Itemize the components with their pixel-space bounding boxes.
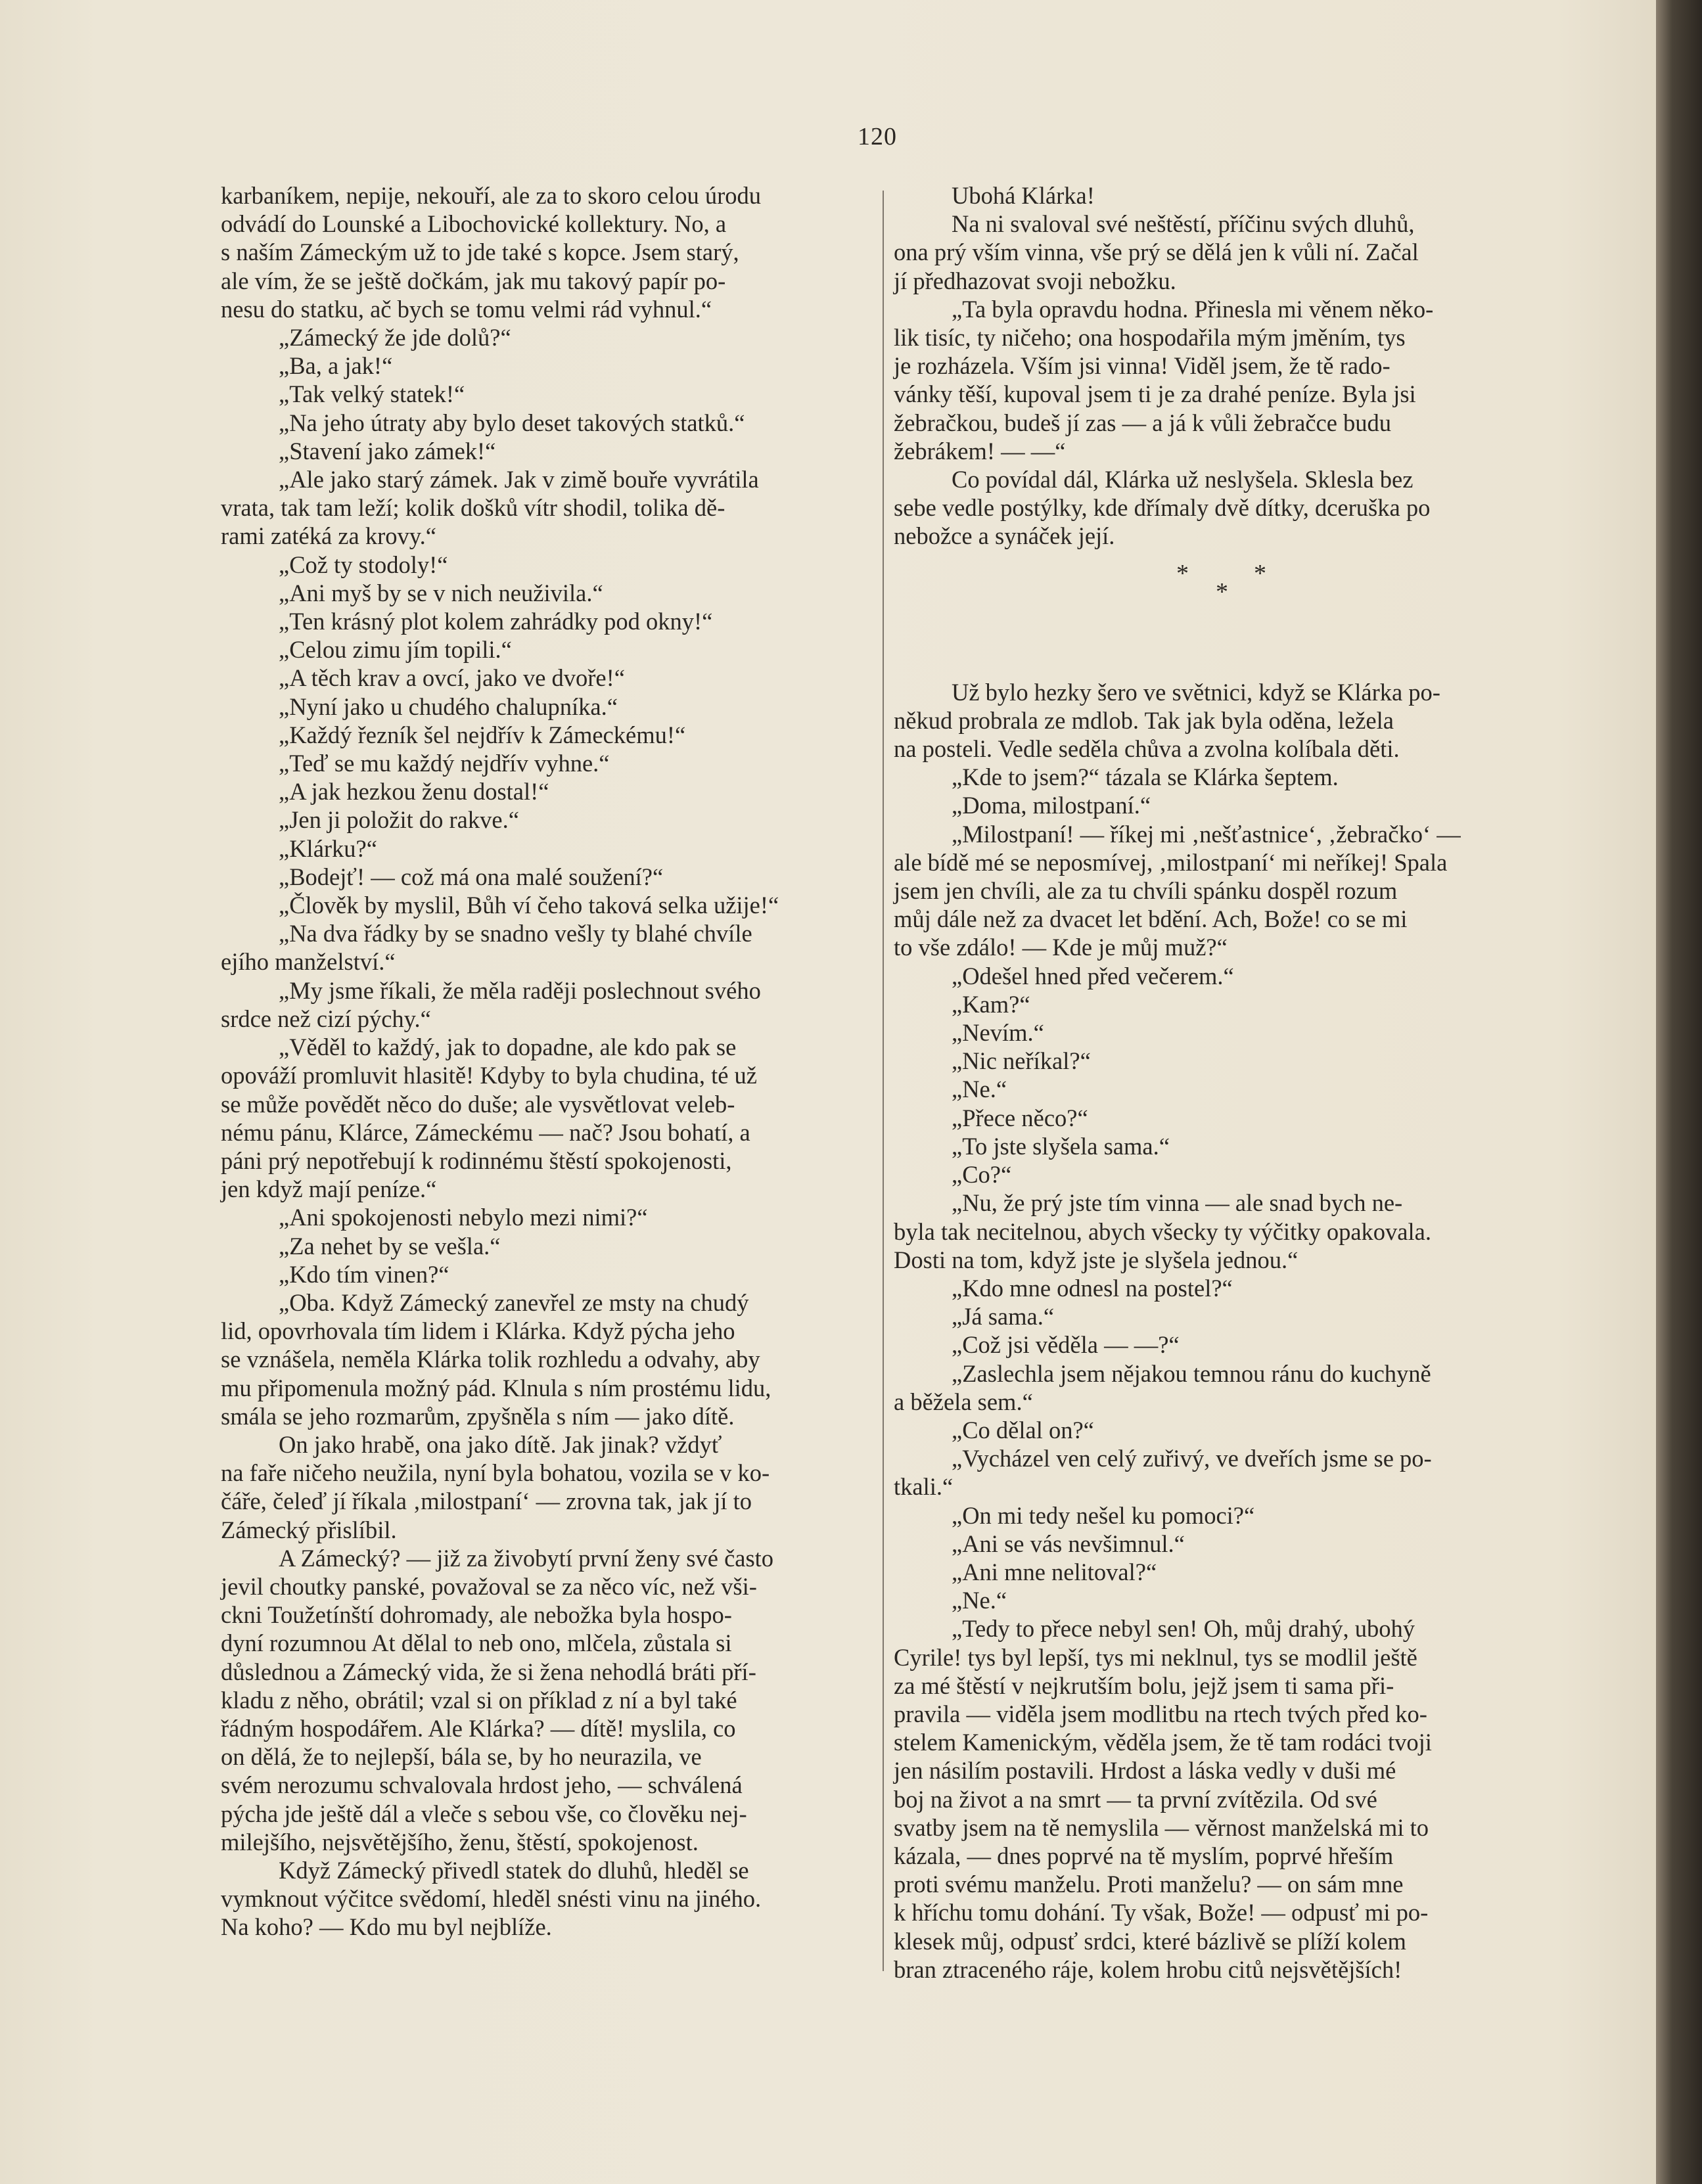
text-line: lik tisíc, ty ničeho; ona hospodařila mým jměním, tys: [894, 324, 1406, 352]
left-column: [221, 181, 885, 1942]
text-line: „Ani mne nelitoval?“: [952, 1558, 1157, 1585]
text-line: „To jste slyšela sama.“: [952, 1132, 1170, 1160]
text-line: ona prý vším vinna, vše prý se dělá jen k vůli ní. Začal: [894, 239, 1419, 266]
text-line: milejšího, nejsvětějšího, ženu, štěstí, spokojenost.: [221, 1828, 699, 1855]
text-line: pýcha jde ještě dál a vleče s sebou vše, co člověku nej-: [221, 1800, 747, 1827]
text-line: pravila — viděla jsem modlitbu na rtech tvých před ko-: [894, 1700, 1427, 1727]
text-line: páni prý nepotřebují k rodinnému štěstí spokojenosti,: [221, 1147, 732, 1174]
page-binding-edge: [1656, 0, 1702, 2184]
text-line: on dělá, že to nejlepší, bála se, by ho neurazila, ve: [221, 1743, 702, 1771]
text-line: stelem Kamenickým, věděla jsem, že tě tam rodáci tvoji: [894, 1729, 1432, 1756]
text-line: s naším Zámeckým už to jde také s kopce. Jsem starý,: [221, 239, 739, 266]
text-line: „Zaslechla jsem nějakou temnou ránu do kuchyně: [952, 1359, 1431, 1387]
text-line: „Bodejť! — což má ona malé soužení?“: [279, 863, 664, 890]
text-line: „Což jsi věděla — —?“: [952, 1331, 1180, 1359]
right-column-top-section: [894, 181, 1540, 551]
text-line: Když Zámecký přivedl statek do dluhů, hleděl se: [279, 1856, 749, 1884]
text-line: jen když mají peníze.“: [221, 1175, 437, 1203]
text-line: „Odešel hned před večerem.“: [952, 962, 1234, 990]
text-line: „Kdo mne odnesl na postel?“: [952, 1274, 1233, 1302]
text-line: „Nu, že prý jste tím vinna — ale snad bych ne-: [952, 1189, 1403, 1217]
text-line: „Co?“: [952, 1161, 1012, 1189]
text-line: „Ani myš by se v nich neuživila.“: [279, 579, 603, 606]
text-line: vrata, tak tam leží; kolik došků vítr shodil, tolika dě-: [221, 494, 725, 522]
text-line: srdce než cizí pýchy.“: [221, 1005, 431, 1032]
text-line: nesu do statku, ač bych se tomu velmi rád vyhnul.“: [221, 295, 712, 323]
section-separator: [894, 551, 1540, 622]
text-line: „Tedy to přece nebyl sen! Oh, můj drahý, ubohý: [952, 1615, 1415, 1643]
separator-star: *: [1254, 559, 1266, 587]
text-line: za mé štěstí v nejkrutším bolu, jejž jsem ti sama při-: [894, 1672, 1394, 1699]
text-line: smála se jeho rozmarům, zpyšněla s ním — jako dítě.: [221, 1402, 735, 1430]
text-line: „Milostpaní! — říkej mi ‚nešťastnice‘, ‚žebračko‘ —: [952, 820, 1461, 848]
text-line: „Nyní jako u chudého chalupníka.“: [279, 693, 618, 720]
text-line: sebe vedle postýlky, kde dřímaly dvě dítky, dceruška po: [894, 494, 1431, 522]
text-line: „Zámecký že jde dolů?“: [279, 324, 511, 352]
text-line: „Ani se vás nevšimnul.“: [952, 1530, 1185, 1557]
text-line: kázala, — dnes poprvé na tě myslím, poprvé hřeším: [894, 1842, 1394, 1869]
text-line: ale vím, že se ještě dočkám, jak mu takový papír po-: [221, 267, 726, 294]
text-line: důslednou a Zámecký vida, že si žena nehodlá bráti pří-: [221, 1658, 756, 1685]
text-line: někud probrala ze mdlob. Tak jak byla oděna, ležela: [894, 706, 1394, 734]
text-line: „Oba. Když Zámecký zanevřel ze msty na chudý: [279, 1288, 749, 1316]
separator-star: *: [1176, 559, 1189, 587]
text-line: „Ani spokojenosti nebylo mezi nimi?“: [279, 1204, 648, 1231]
text-line: vánky těší, kupoval jsem ti je za drahé peníze. Byla jsi: [894, 380, 1416, 408]
text-line: „Doma, milostpaní.“: [952, 792, 1151, 819]
text-line: „Každý řezník šel nejdřív k Zámeckému!“: [279, 721, 686, 748]
text-line: Už bylo hezky šero ve světnici, když se Klárka po-: [952, 678, 1440, 706]
text-line: „Člověk by myslil, Bůh ví čeho taková selka užije!“: [279, 892, 779, 919]
text-line: „On mi tedy nešel ku pomoci?“: [952, 1501, 1255, 1529]
text-line: „My jsme říkali, že měla raději poslechnout svého: [279, 976, 761, 1004]
text-line: tkali.“: [894, 1473, 954, 1501]
page-number: 120: [858, 123, 897, 150]
text-line: byla tak necitelnou, abych všecky ty výčitky opakovala.: [894, 1217, 1431, 1245]
text-line: na posteli. Vedle seděla chůva a zvolna kolíbala děti.: [894, 735, 1400, 763]
text-line: Na ni svaloval své neštěstí, příčinu svých dluhů,: [952, 210, 1415, 238]
text-line: „Na dva řádky by se snadno vešly ty blahé chvíle: [279, 920, 752, 947]
text-line: „Klárku?“: [279, 834, 377, 862]
text-line: „Za nehet by se vešla.“: [279, 1232, 501, 1260]
text-line: „Vycházel ven celý zuřivý, ve dveřích jsme se po-: [952, 1445, 1432, 1472]
text-line: „Ta byla opravdu hodna. Přinesla mi věnem něko-: [952, 295, 1434, 323]
text-line: svatby jsem na tě nemyslila — věrnost manželská mi to: [894, 1813, 1429, 1841]
text-line: „Kam?“: [952, 990, 1030, 1018]
text-line: „A těch krav a ovcí, jako ve dvoře!“: [279, 664, 625, 692]
text-line: jen násilím postavili. Hrdost a láska vedly v duši mé: [894, 1757, 1396, 1785]
column-divider: [883, 191, 884, 1971]
text-line: opováží promluvit hlasitě! Kdyby to byla chudina, té už: [221, 1062, 757, 1089]
text-line: bran ztraceného ráje, kolem hrobu citů nejsvětějších!: [894, 1955, 1402, 1983]
text-line: dyní rozumnou At dělal to neb ono, mlčela, zůstala si: [221, 1629, 732, 1657]
text-line: ejího manželství.“: [221, 948, 396, 976]
text-line: „Ten krásný plot kolem zahrádky pod okny!“: [279, 608, 713, 635]
text-line: „Teď se mu každý nejdřív vyhne.“: [279, 750, 610, 777]
text-line: lid, opovrhovala tím lidem i Klárka. Když pýcha jeho: [221, 1317, 735, 1345]
text-line: „Nic neříkal?“: [952, 1047, 1091, 1075]
text-line: čáře, čeleď jí říkala ‚milostpaní‘ — zrovna tak, jak jí to: [221, 1488, 752, 1515]
text-line: jí předhazovat svoji nebožku.: [894, 267, 1176, 294]
text-line: boj na život a na smrt — ta první zvítězila. Od své: [894, 1785, 1377, 1813]
text-line: „Celou zimu jím topili.“: [279, 636, 512, 664]
text-line: On jako hrabě, ona jako dítě. Jak jinak? vždyť: [279, 1430, 722, 1458]
text-line: můj dále než za dvacet let bdění. Ach, Bože! co se mi: [894, 905, 1408, 933]
text-line: je rozházela. Vším jsi vinna! Viděl jsem, že tě rado-: [894, 352, 1391, 380]
text-line: ale bídě mé se neposmívej, ‚milostpaní‘ mi neříkej! Spala: [894, 848, 1448, 876]
text-line: Zámecký přislíbil.: [221, 1516, 397, 1543]
text-line: proti svému manželu. Proti manželu? — on sám mne: [894, 1871, 1404, 1898]
text-line: svém nerozumu schvalovala hrdost jeho, — schválená: [221, 1771, 743, 1799]
text-line: „Ba, a jak!“: [279, 352, 393, 380]
text-line: nému pánu, Klárce, Zámeckému — nač? Jsou bohatí, a: [221, 1118, 750, 1146]
text-line: se může povědět něco do duše; ale vysvětlovat veleb-: [221, 1090, 735, 1118]
text-line: „Stavení jako zámek!“: [279, 437, 496, 465]
section-gap: [894, 622, 1540, 678]
text-line: vymknout výčitce svědomí, hleděl snésti vinu na jiného.: [221, 1885, 762, 1913]
text-line: se vznášela, neměla Klárka tolik rozhledu a odvahy, aby: [221, 1346, 760, 1373]
text-line: „Ale jako starý zámek. Jak v zimě bouře vyvrátila: [279, 466, 759, 493]
text-line: „Ne.“: [952, 1076, 1007, 1103]
text-line: „Přece něco?“: [952, 1104, 1088, 1131]
text-line: rami zatéká za krovy.“: [221, 522, 436, 550]
text-line: na faře ničeho neužila, nyní byla bohatou, vozila se v ko-: [221, 1459, 770, 1487]
text-line: žebračkou, budeš jí zas — a já k vůli žebračce budu: [894, 409, 1392, 436]
text-line: Ubohá Klárka!: [952, 182, 1095, 209]
text-line: jsem jen chvíli, ale za tu chvíli spánku dospěl rozum: [894, 877, 1398, 905]
text-line: „Nevím.“: [952, 1019, 1044, 1047]
text-line: karbaníkem, nepije, nekouří, ale za to skoro celou úrodu: [221, 182, 761, 209]
text-line: nebožce a synáček její.: [894, 522, 1115, 550]
text-line: mu připomenula možný pád. Klnula s ním prostému lidu,: [221, 1374, 771, 1401]
text-line: Na koho? — Kdo mu byl nejblíže.: [221, 1913, 552, 1941]
text-line: žebrákem! — —“: [894, 437, 1066, 465]
text-line: řádným hospodářem. Ale Klárka? — dítě! myslila, co: [221, 1714, 736, 1742]
text-line: „Což ty stodoly!“: [279, 551, 448, 578]
text-line: klesek můj, odpusť srdci, které bázlivě se plíží kolem: [894, 1927, 1406, 1955]
text-line: jevil choutky panské, považoval se za něco víc, než vši-: [221, 1572, 757, 1600]
text-line: a běžela sem.“: [894, 1388, 1033, 1415]
text-line: kladu z něho, obrátil; vzal si on příklad z ní a byl také: [221, 1686, 737, 1714]
text-line: Co povídal dál, Klárka už neslyšela. Sklesla bez: [952, 466, 1414, 493]
text-line: „Kdo tím vinen?“: [279, 1260, 449, 1288]
text-line: ckni Toužetínští dohromady, ale nebožka byla hospo-: [221, 1601, 732, 1629]
text-line: „Kde to jsem?“ tázala se Klárka šeptem.: [952, 763, 1339, 791]
text-line: „Jen ji položit do rakve.“: [279, 806, 519, 834]
text-line: odvádí do Lounské a Libochovické kollektury. No, a: [221, 210, 727, 238]
right-column-bottom-section: [894, 678, 1540, 1984]
text-line: „Tak velký statek!“: [279, 380, 465, 408]
text-line: k hříchu tomu dohání. Ty však, Bože! — odpusť mi po-: [894, 1899, 1429, 1926]
text-line: „A jak hezkou ženu dostal!“: [279, 778, 549, 806]
text-line: „Věděl to každý, jak to dopadne, ale kdo pak se: [279, 1034, 737, 1061]
separator-star: *: [1216, 578, 1228, 606]
text-line: Dosti na tom, když jste je slyšela jednou.“: [894, 1246, 1299, 1273]
text-line: „Já sama.“: [952, 1303, 1055, 1331]
text-line: A Zámecký? — již za živobytí první ženy své často: [279, 1544, 774, 1572]
text-line: Cyrile! tys byl lepší, tys mi neklnul, tys se modlil ještě: [894, 1643, 1417, 1671]
text-line: to vše zdálo! — Kde je můj muž?“: [894, 934, 1228, 961]
text-line: „Na jeho útraty aby bylo deset takových statků.“: [279, 409, 745, 436]
text-line: „Ne.“: [952, 1587, 1007, 1614]
text-line: „Co dělal on?“: [952, 1416, 1094, 1444]
right-column: [894, 181, 1540, 1984]
